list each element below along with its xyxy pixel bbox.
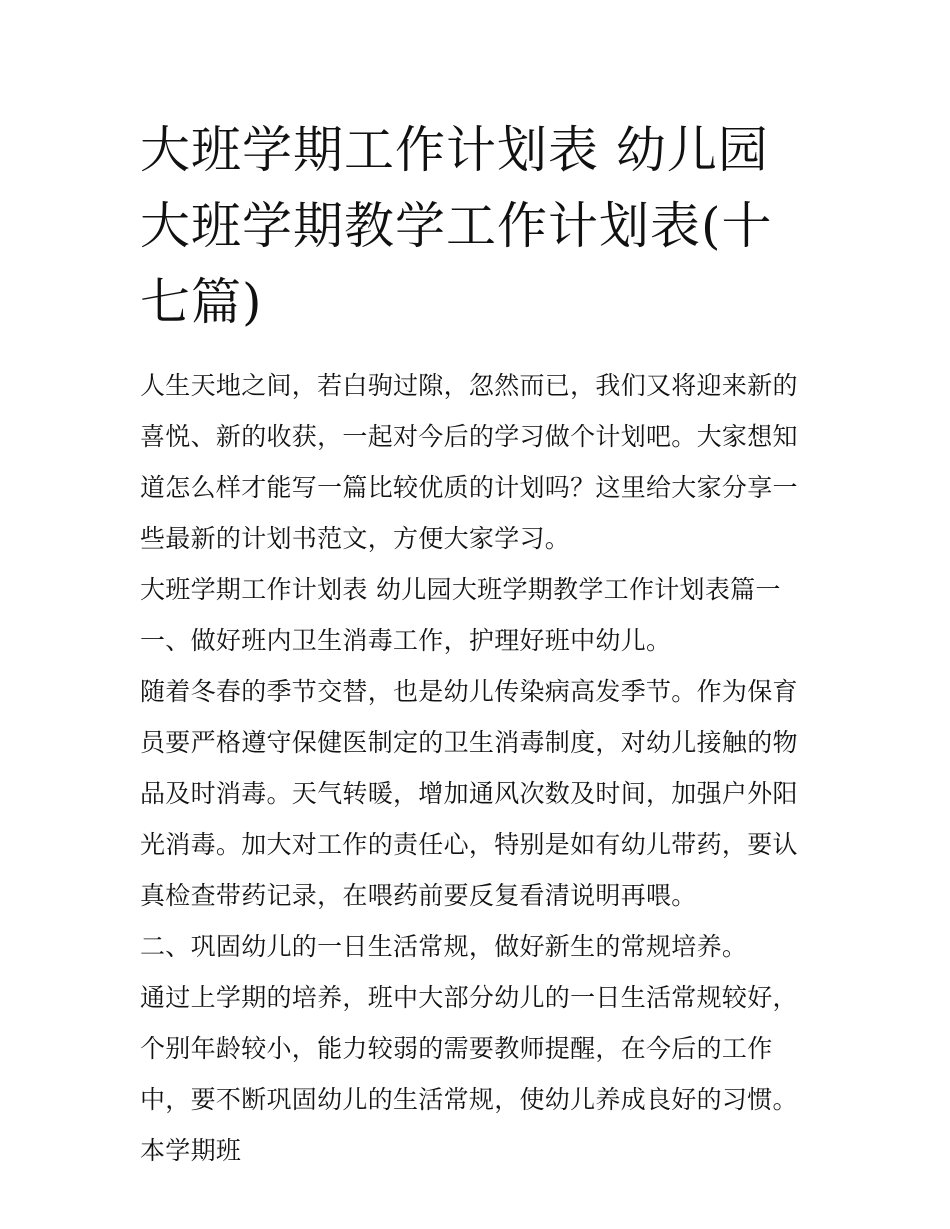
document-title: 大班学期工作计划表 幼儿园大班学期教学工作计划表(十七篇): [140, 121, 773, 331]
item2-paragraph: 通过上学期的培养，班中大部分幼儿的一日生活常规较好，个别年龄较小，能力较弱的需要教师提醒，在今后的工作中，要不断巩固幼儿的生活常规，使幼儿养成良好的习惯。本学期班: [140, 983, 798, 1165]
section-heading: 大班学期工作计划表 幼儿园大班学期教学工作计划表篇一: [140, 575, 781, 604]
document-page: [140, 112, 815, 1176]
item1-heading: 一、做好班内卫生消毒工作，护理好班中幼儿。: [140, 626, 672, 655]
item1-paragraph: 随着冬春的季节交替，也是幼儿传染病高发季节。作为保育员要严格遵守保健医制定的卫生消毒制度，对幼儿接触的物品及时消毒。天气转暖，增加通风次数及时间，加强户外阳光消毒。加大对工作的责任心，特别是如有幼儿带药，要认真检查带药记录，在喂药前要反复看清说明再喂。: [140, 677, 798, 910]
item2-heading: 二、巩固幼儿的一日生活常规，做好新生的常规培养。: [140, 932, 748, 961]
intro-paragraph: 人生天地之间，若白驹过隙，忽然而已，我们又将迎来新的喜悦、新的收获，一起对今后的学习做个计划吧。大家想知道怎么样才能写一篇比较优质的计划吗？这里给大家分享一些最新的计划书范文，方便大家学习。: [140, 371, 798, 553]
